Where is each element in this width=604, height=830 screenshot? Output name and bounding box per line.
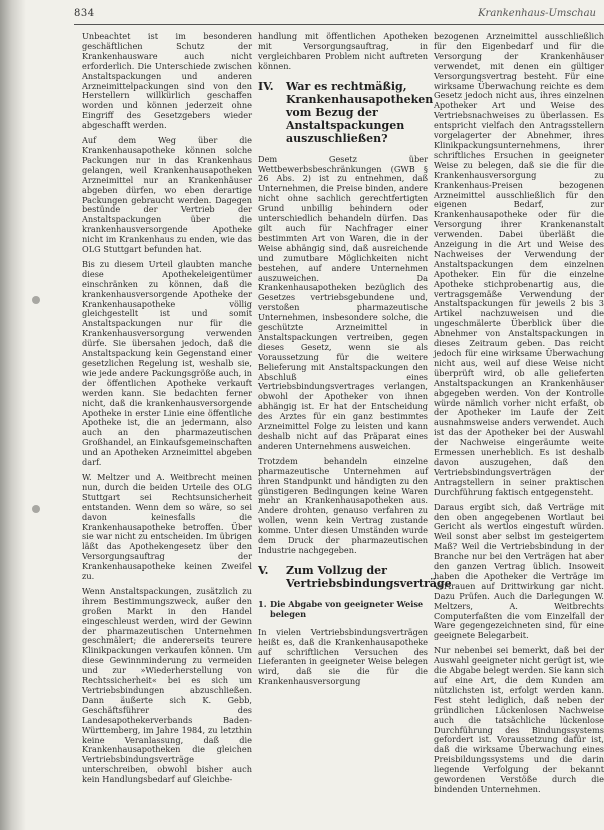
section-number: IV. [258,79,274,93]
paragraph: Unbeachtet ist im besonderen geschäftlichen Schutz der Krankenhausware auch nicht erforderlich. Die Unterschiede zwischen Anstaltspackungen und anderen Arzneimittelpackungen sind von den Herstellern willkürlich geschaffen worden und können jederzeit ohne Eingriff des Gesetzgebers wieder abgeschafft werden. [82,31,252,131]
paragraph: In vielen Vertriebsbindungsverträgen heißt es, daß die Krankenhausapotheke auf schriftlichen Versuchen des Lieferanten in geeigneter Weise belegen wird, daß sie die für die Krankenhausversorgung [258,626,428,687]
subsection-number: 1. [258,598,267,609]
running-head: Krankenhaus-Umschau [478,8,596,19]
paragraph: Nur nebenbei sei bemerkt, daß bei der Auswahl geeigneter nicht gerügt ist, wie die Abgabe belegt werden. Sie kann sich auf eine Art, die dem Kunden am nützlichsten ist, erfolgt werden kann. Fest steht lediglich, daß neben der gründlichen Lückenlosen Nachweise auch die tatsächliche lückenlose Durchführung des Bindungssystems gefordert ist. Voraussetzung dafür ist, daß die wirksame Überwachung eines Preisbildungssystems und die darin liegende Verfolgung der bekannt gewordenen Verstöße durch die bindenden Unternehmen. [434,645,604,794]
paragraph: W. Meltzer und A. Weitbrecht meinen nun, durch die beiden Urteile des OLG Stuttgart sei Rechtsunsicherheit entstanden. Wenn dem so wäre, so sei davon keinesfalls die Krankenhausapotheke betroffen. Über sie war nicht zu entscheiden. Im übrigen läßt das Apothekengesetz über den Versorgungsauftrag der Krankenhausapotheke keinen Zweifel zu. [82,471,253,582]
paragraph: Dem Gesetz über Wettbewerbsbeschränkungen (GWB § 26 Abs. 2) ist zu entnehmen, daß Unternehmen, die Preise binden, andere nicht ohne sachlich gerechtfertigten Grund unbillig behindern oder unterschiedlich behandeln dürfen. Das gilt auch für Nachfrager einer bestimmten Art von Waren, die in der Weise abhängig sind, daß ausreichende und zumutbare Möglichkeiten nicht bestehen, auf andere Unternehmen auszuweichen. Da Krankenhausapotheken bezüglich des Gesetzes vertriebsgebundene und, verstoßen pharmazeutische Unternehmen, insbesondere solche, die geschützte Arzneimittel in Anstaltspackungen vertreiben, gegen dieses Gesetz, wenn sie als Voraussetzung für die weitere Belieferung mit Anstaltspackungen den Abschluß eines Vertriebsbindungsvertrages verlangen, obwohl der Apotheker von ihnen abhängig ist. Er hat der Entscheidung des Arztes für ein ganz bestimmtes Arzneimittel Folge zu leisten und kann deshalb nicht auf das Präparat eines anderen Unternehmens ausweichen. [258,153,428,451]
paragraph: Daraus ergibt sich, daß Verträge mit den oben angegebenen Wortlaut bei Gericht als wertlos eingestuft würden. Weil sonst aber selbst im gesteigertem Maß? Weil die Vertriebsbindung in der Branche nur bei den Verträgen hat aber den ganzen Vertrag üblich. Insoweit haben die Apotheker die Verträge im Vertrauen auf Drittwirkung gar nicht. Dazu Prüfen. Auch die Darlegungen W. Meltzers, A. Weitbrechts Computerfaßten die vom Einzelfall der Ware gegengezeichneten sind, für eine geeignete Belegarbeit. [434,501,604,641]
section-title: War es rechtmäßig, Krankenhausapotheken vom Bezug der Anstaltspackungen auszuschließen? [286,79,434,145]
section-title: Zum Vollzug der Vertriebsbindungsverträge [286,563,452,590]
header-rule [74,24,604,25]
binding-gutter-shadow [0,0,26,830]
paragraph: Trotzdem behandeln einzelne pharmazeutische Unternehmen auf ihren Standpunkt und händigten zu den günstigeren Bedingungen keine Waren mehr an Krankenhausapotheken aus. Andere drohten, genauso verfahren zu wollen, wenn kein Vertrag zustande komme. Unter diesen Umständen wurde dem Druck der pharmazeutischen Industrie nachgegeben. [258,455,428,555]
paragraph: Wenn Anstaltspackungen, zusätzlich zu ihrem Bestimmungszweck, außer den großen Markt in den Handel eingeschleust werden, wird der Gewinn der pharmazeutischen Unternehmen geschmälert; die andererseits teurere Klinikpackungen verkaufen können. Um diese Gewinnminderung zu vermeiden und zur »Wiederherstellung von Rechtssicherheit« bei es sich um Vertriebsbindungen abzuschließen. Dann äußerte sich K. Gebb, Geschäftsführer des Landesapothekerverbands Baden-Württemberg, im Jahre 1984, zu letzthin keine Veranlassung, daß die Krankenhausapotheken die gleichen Vertriebsbindungsverträge unterschreiben, obwohl bisher auch kein Handlungsbedarf auf Gleichbe- [82,585,252,785]
paragraph: bezogenen Arzneimittel ausschließlich für den Eigenbedarf und für die Versorgung der Krankenhäuser verwendet, mit denen ein gültiger Versorgungsvertrag besteht. Für eine wirksame Überwachung reichte es dem Gesetz jedoch nicht aus, ihres einzelnen Apotheker Art und Weise des Vertriebsnachweises zu überlassen. Es entspricht vielfach den Antragsstellern vorgelagerter der Abnehmer, ihres Klinikpackungsunternehmens, ihrer schriftliches Ersuchen in geeigneter Weise zu belegen, daß sie die für die Krankenhausversorgung zu Krankenhaus-Preisen bezogenen Arzneimittel ausschließlich für den eigenen Bedarf, zur Krankenhausapotheke oder für die Versorgung ihrer Krankenanstalt verwenden. Dabei überläßt die Anzeigung in die Art und Weise des Nachweises der Verwendung der Anstaltspackungen dem einzelnen Apotheker. Ein für die einzelne Apotheke stichprobenartig aus, die vertragsgemäße Verwendung der Anstaltspackungen für jeweils 2 bis 3 Artikel nachzuweisen und die ungeschmälerte Überblick über die Abnehmer von Anstaltspackungen in dieses Zeitraum geben. Das reicht jedoch für eine wirksame Überwachung nicht aus, weil auf diese Weise nicht überprüft wird, ob alle gelieferten Anstaltspackungen an Krankenhäuser abgegeben werden. Von der Kontrolle würde nämlich vorher nicht erfaßt, ob der Apotheker im Laufe der Zeit ausnahmsweise anders verwendet. Auch ist das der Apotheker bei der Auswahl der Nachweise eingeräumte weite Ermessen unerheblich. Es ist deshalb davon auszugehen, daß den Vertriebsbindungsverträgen der Antragstellern in seiner praktischen Durchführung faktisch entgegensteht. [434,31,604,497]
subsection-title: Die Abgabe von geeigneter Weise belegen [270,598,424,619]
page-number: 834 [74,8,95,19]
section-heading-iv [258,79,434,145]
paragraph: Bis zu diesem Urteil glaubten manche diese Apothekeleigentümer einschränken zu können, daß die krankenhausversorgende Apotheke der Krankenhausapotheke völlig gleichgestellt ist und somit Anstaltspackungen nur für die Krankenhausversorgung verwenden dürfe. Sie übersahen jedoch, daß die Anstaltspackung kein Gegenstand einer gesetzlichen Regelung ist, weshalb sie, wie jede andere Packungsgröße auch, in der öffentlichen Apotheke verkauft werden kann. Sie bedachten ferner nicht, daß die krankenhausversorgende Apotheke in erster Linie eine öffentliche Apotheke ist, die an jedermann, also auch an den pharmazeutischen Großhandel, an Einkaufsgemeinschaften und an Apotheken Arzneimittel abgeben darf. [82,258,252,468]
section-heading-v [258,563,452,590]
section-number: V. [258,563,269,577]
subsection-heading [258,600,428,620]
paragraph: handlung mit öffentlichen Apotheken mit Versorgungsauftrag, in vergleichbaren Problem nicht auftreten können. [258,31,428,71]
binding-hole-mark [32,505,40,513]
page-header [74,6,604,24]
text-column-3 [434,32,604,822]
paragraph: Auf dem Weg über die Krankenhausapotheke können solche Packungen nur in das Krankenhaus gelangen, weil Krankenhausapotheken Arzneimittel nur an Krankenhäuser abgeben dürfen, wo eben derartige Packungen gebraucht werden. Dagegen bestünde der Vertrieb der Anstaltspackungen über die krankenhausversorgende Apotheke nicht im Krankenhaus zu enden, wie das OLG Stuttgart befunden hat. [82,135,252,255]
text-column-1 [82,32,252,822]
binding-hole-mark [32,296,40,304]
text-column-2 [258,31,452,822]
